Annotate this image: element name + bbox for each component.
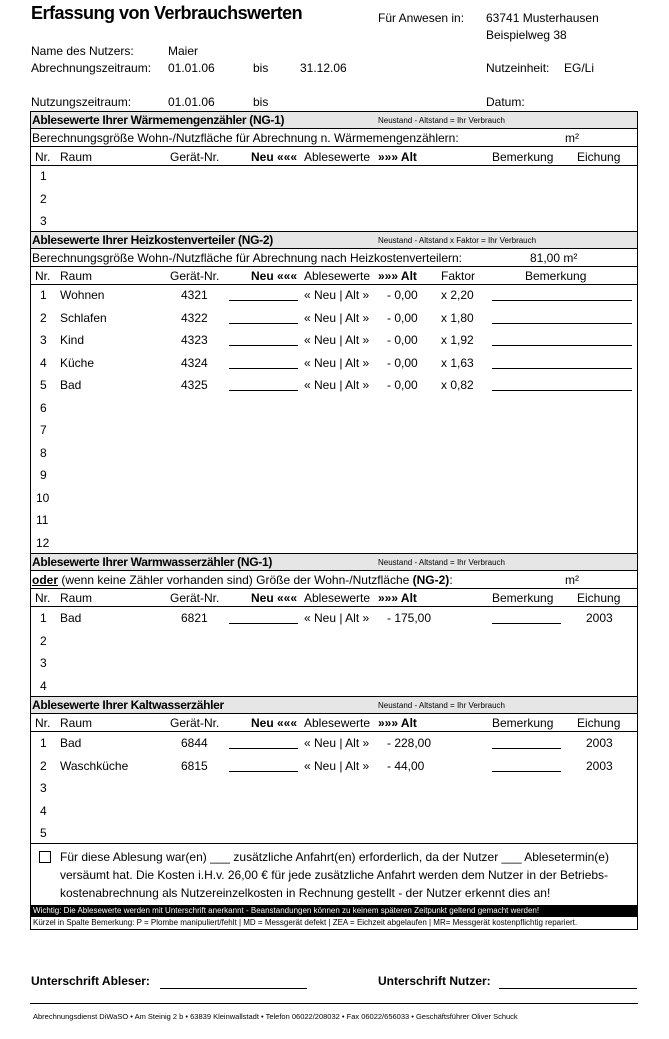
col-alt: »»» Alt: [378, 591, 417, 605]
remark-input[interactable]: [492, 759, 561, 772]
page-title: Erfassung von Verbrauchswerten: [31, 3, 303, 23]
user-signature-label: Unterschrift Nutzer:: [378, 974, 491, 988]
row-faktor: x 0,82: [441, 378, 474, 392]
row-nr: 5: [40, 826, 47, 840]
col-faktor: Faktor: [441, 269, 476, 283]
row-neu-alt: « Neu | Alt »: [304, 736, 370, 750]
extra-trip-checkbox[interactable]: [39, 851, 51, 863]
new-reading-input[interactable]: [229, 288, 298, 301]
table-row: [31, 443, 637, 465]
row-nr: 1: [40, 736, 47, 750]
row-nr: 1: [40, 288, 47, 302]
row-neu-alt: « Neu | Alt »: [304, 378, 370, 392]
row-geraet: 4324: [181, 355, 208, 370]
row-faktor: x 1,63: [441, 355, 474, 370]
col-geraet: Gerät-Nr.: [170, 150, 220, 164]
property-street: Beispielweg 38: [486, 28, 567, 42]
section-heat-cost-allocators-header: [31, 231, 637, 249]
row-old-reading: - 44,00: [387, 758, 425, 773]
row-nr: 4: [40, 355, 47, 370]
row-raum: Bad: [60, 611, 82, 625]
footer-divider: [30, 1003, 638, 1004]
row-raum: Bad: [60, 736, 82, 750]
bis-label: bis: [253, 95, 269, 109]
area-label: oder (wenn keine Zähler vorhanden sind) Größe der Wohn-/Nutzfläche (NG-2):: [32, 573, 453, 587]
notice-line: Für diese Ablesung war(en) ___ zusätzliche Anfahrt(en) erforderlich, da der Nutzer ___ Ablesetermin(e): [60, 850, 609, 864]
row-old-reading: - 0,00: [387, 355, 418, 370]
table-row: [31, 420, 637, 442]
row-neu-alt: « Neu | Alt »: [304, 310, 370, 325]
row-geraet: 4321: [181, 288, 208, 302]
footer-text: Abrechnungsdienst DiWaSO • Am Steinig 2 b • 63839 Kleinwallstadt • Telefon 06022/208032 • Fax 06022/656033 • Geschäftsführer Oliver Schuck: [33, 1012, 518, 1021]
table-row: [31, 398, 637, 420]
column-header: [31, 588, 637, 607]
col-nr: Nr.: [35, 269, 51, 283]
row-nr: 6: [40, 400, 47, 415]
important-note: Wichtig: Die Ablesewerte werden mit Unterschrift anerkannt - Beanstandungen können zu keinem späteren Zeitpunkt geltend gemacht werden!: [31, 905, 637, 917]
user-name-label: Name des Nutzers:: [31, 44, 134, 58]
billing-from: 01.01.06: [168, 61, 215, 75]
row-neu-alt: « Neu | Alt »: [304, 355, 370, 370]
user-name: Maier: [168, 44, 199, 58]
area-label: Berechnungsgröße Wohn-/Nutzfläche für Abrechnung n. Wärmemengenzählern:: [32, 131, 459, 145]
col-ablesewerte: Ablesewerte: [304, 716, 371, 730]
area-label: Berechnungsgröße Wohn-/Nutzfläche für Abrechnung nach Heizkostenverteilern:: [32, 251, 463, 265]
extra-trip-notice: [31, 843, 637, 906]
area-row: [31, 129, 637, 147]
property-label: Für Anwesen in:: [378, 11, 465, 25]
row-nr: 2: [40, 633, 47, 648]
col-bemerkung: Bemerkung: [492, 716, 554, 730]
col-bemerkung: Bemerkung: [492, 150, 554, 164]
remark-input[interactable]: [492, 333, 632, 346]
column-header: [31, 266, 637, 285]
row-raum: Schlafen: [60, 310, 107, 325]
row-nr: 2: [40, 192, 47, 206]
table-row: [31, 353, 637, 375]
row-faktor: x 2,20: [441, 288, 474, 302]
section-title: Ablesewerte Ihrer Wärmemengenzähler (NG-1): [32, 113, 285, 127]
notice-line: kostenabrechnung als Nutzereinzelkosten in Rechnung gestellt - der Nutzer erkennt dies an!: [60, 886, 551, 900]
readings-form: [30, 111, 638, 930]
row-raum: Küche: [60, 355, 95, 370]
section-hot-water-meters-header: [31, 553, 637, 571]
col-ablesewerte: Ablesewerte: [304, 591, 371, 605]
row-raum: Bad: [60, 378, 82, 392]
table-row: [31, 189, 637, 211]
col-alt: »»» Alt: [378, 716, 417, 730]
row-nr: 12: [36, 535, 50, 550]
section-cold-water-meters-header: [31, 696, 637, 714]
abbreviation-legend: Kürzel in Spalte Bemerkung: P = Plombe manipuliert/fehlt | MD = Messgerät defekt | ZEA = Eichzeit abgelaufen | MR= Messgerät kostenpflichtig repariert.: [33, 918, 578, 927]
property-city: 63741 Musterhausen: [486, 11, 599, 25]
col-nr: Nr.: [35, 150, 51, 164]
col-ablesewerte: Ablesewerte: [304, 269, 371, 283]
table-row: [31, 211, 637, 233]
formula: Neustand - Altstand = Ihr Verbrauch: [378, 701, 505, 710]
row-neu-alt: « Neu | Alt »: [304, 611, 370, 625]
new-reading-input[interactable]: [229, 333, 298, 346]
new-reading-input[interactable]: [229, 759, 298, 772]
col-neu: Neu «««: [251, 591, 298, 605]
table-row: [31, 801, 637, 823]
remark-input[interactable]: [492, 311, 632, 324]
row-old-reading: - 0,00: [387, 378, 418, 392]
table-row: [31, 488, 637, 510]
area-unit: m²: [565, 131, 579, 145]
col-ablesewerte: Ablesewerte: [304, 150, 371, 164]
row-geraet: 4325: [181, 378, 208, 392]
row-nr: 9: [40, 468, 47, 482]
new-reading-input[interactable]: [229, 611, 298, 624]
row-nr: 2: [40, 758, 47, 773]
row-old-reading: - 0,00: [387, 333, 418, 347]
table-row: [31, 676, 637, 698]
billing-period-label: Abrechnungszeitraum:: [31, 61, 152, 75]
row-eichung: 2003: [586, 736, 613, 750]
new-reading-input[interactable]: [229, 736, 298, 749]
row-raum: Kind: [60, 333, 85, 347]
row-nr: 7: [40, 423, 47, 437]
row-faktor: x 1,92: [441, 333, 474, 347]
notice-line: versäumt hat. Die Kosten i.H.v. 26,00 € für jede zusätzliche Anfahrt werden dem Nutzer in der Betriebs-: [60, 868, 609, 882]
table-row: [31, 375, 637, 397]
row-nr: 4: [40, 803, 47, 818]
usage-from: 01.01.06: [168, 95, 215, 109]
table-row: [31, 733, 637, 755]
table-row: [31, 533, 637, 555]
new-reading-input[interactable]: [229, 356, 298, 369]
remark-input[interactable]: [492, 288, 632, 301]
row-geraet: 6844: [181, 736, 208, 750]
row-geraet: 4322: [181, 310, 208, 325]
area-value: 81,00 m²: [530, 251, 578, 265]
formula: Neustand - Altstand = Ihr Verbrauch: [378, 558, 505, 567]
reader-signature-line[interactable]: [160, 975, 307, 989]
row-old-reading: - 175,00: [387, 611, 432, 625]
row-nr: 8: [40, 445, 47, 460]
row-nr: 3: [40, 656, 47, 670]
row-nr: 3: [40, 333, 47, 347]
row-raum: Wohnen: [60, 288, 105, 302]
section-heat-meters-header: [31, 112, 637, 129]
new-reading-input[interactable]: [229, 378, 298, 391]
reader-signature-label: Unterschrift Ableser:: [31, 974, 150, 988]
row-nr: 5: [40, 378, 47, 392]
formula: Neustand - Altstand x Faktor = Ihr Verbrauch: [378, 236, 537, 245]
col-eichung: Eichung: [577, 150, 621, 164]
row-old-reading: - 228,00: [387, 736, 432, 750]
row-eichung: 2003: [586, 611, 613, 625]
table-row: [31, 608, 637, 630]
date-label: Datum:: [486, 95, 525, 109]
col-raum: Raum: [60, 716, 93, 730]
table-row: [31, 823, 637, 845]
col-bemerkung: Bemerkung: [492, 591, 554, 605]
column-header: [31, 147, 637, 166]
section-title: Ablesewerte Ihrer Kaltwasserzähler: [32, 698, 224, 712]
row-geraet: 4323: [181, 333, 208, 347]
billing-to: 31.12.06: [300, 61, 347, 75]
table-row: [31, 285, 637, 307]
col-geraet: Gerät-Nr.: [170, 591, 220, 605]
new-reading-input[interactable]: [229, 311, 298, 324]
col-nr: Nr.: [35, 591, 51, 605]
col-eichung: Eichung: [577, 716, 621, 730]
remark-input[interactable]: [492, 736, 561, 749]
table-row: [31, 778, 637, 800]
row-neu-alt: « Neu | Alt »: [304, 288, 370, 302]
col-eichung: Eichung: [577, 591, 621, 605]
row-geraet: 6821: [181, 611, 208, 625]
row-faktor: x 1,80: [441, 310, 474, 325]
table-row: [31, 330, 637, 352]
col-neu: Neu «««: [251, 269, 298, 283]
col-alt: »»» Alt: [378, 269, 417, 283]
col-geraet: Gerät-Nr.: [170, 716, 220, 730]
table-row: [31, 465, 637, 487]
row-eichung: 2003: [586, 758, 613, 773]
col-neu: Neu «««: [251, 150, 298, 164]
row-nr: 3: [40, 781, 47, 795]
row-nr: 1: [40, 611, 47, 625]
col-raum: Raum: [60, 150, 93, 164]
table-row: [31, 631, 637, 653]
area-row: [31, 571, 637, 589]
row-raum: Waschküche: [60, 758, 129, 773]
table-row: [31, 308, 637, 330]
section-title: Ablesewerte Ihrer Heizkostenverteiler (NG-2): [32, 233, 273, 247]
col-raum: Raum: [60, 269, 93, 283]
formula: Neustand - Altstand = Ihr Verbrauch: [378, 116, 505, 125]
row-geraet: 6815: [181, 758, 208, 773]
column-header: [31, 713, 637, 732]
row-neu-alt: « Neu | Alt »: [304, 758, 370, 773]
col-alt: »»» Alt: [378, 150, 417, 164]
remark-input[interactable]: [492, 611, 561, 624]
row-nr: 3: [40, 214, 47, 228]
area-row: [31, 249, 637, 267]
col-nr: Nr.: [35, 716, 51, 730]
col-geraet: Gerät-Nr.: [170, 269, 220, 283]
remark-input[interactable]: [492, 356, 632, 369]
row-nr: 2: [40, 310, 47, 325]
table-row: [31, 510, 637, 532]
table-row: [31, 166, 637, 188]
row-nr: 11: [36, 513, 49, 527]
section-title: Ablesewerte Ihrer Warmwasserzähler (NG-1): [32, 555, 273, 569]
remark-input[interactable]: [492, 378, 632, 391]
unit-value: EG/Li: [564, 61, 595, 75]
col-neu: Neu «««: [251, 716, 298, 730]
usage-period-label: Nutzungszeitraum:: [31, 95, 132, 109]
row-old-reading: - 0,00: [387, 310, 418, 325]
table-row: [31, 756, 637, 778]
unit-label: Nutzeinheit:: [486, 61, 550, 75]
user-signature-line[interactable]: [499, 975, 637, 989]
row-nr: 4: [40, 678, 47, 693]
bis-label: bis: [253, 61, 269, 75]
row-neu-alt: « Neu | Alt »: [304, 333, 370, 347]
area-unit: m²: [565, 573, 579, 587]
col-raum: Raum: [60, 591, 93, 605]
col-bemerkung: Bemerkung: [525, 269, 587, 283]
table-row: [31, 653, 637, 675]
row-old-reading: - 0,00: [387, 288, 418, 302]
row-nr: 1: [40, 169, 47, 183]
row-nr: 10: [36, 490, 50, 505]
